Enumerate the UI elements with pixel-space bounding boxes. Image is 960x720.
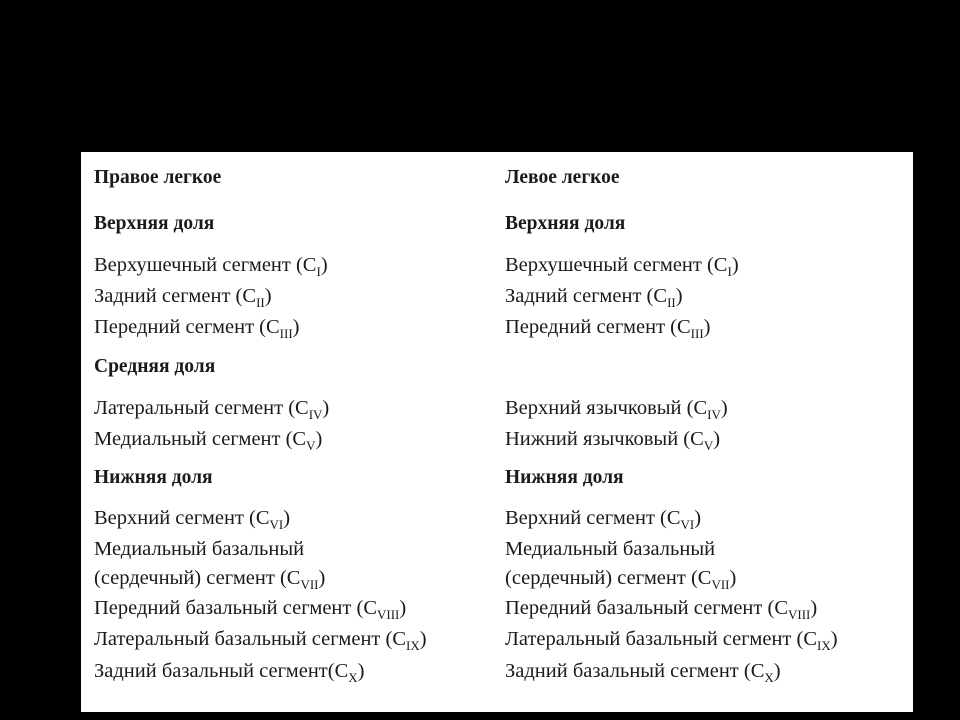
segment-item: Верхушечный сегмент $(C_I)$ — [505, 254, 739, 279]
segment-item: Задний сегмент $(C_{II})$ — [505, 285, 683, 310]
right-upper-lobe-heading: Верхняя доля — [94, 213, 215, 234]
segment-item: Латеральный базальный сегмент $(C_{IX})$ — [505, 628, 838, 653]
segment-item: Верхний сегмент $(C_{VI})$ — [505, 507, 702, 532]
segment-item: Нижний язычковый $(C_V)$ — [505, 428, 721, 453]
segment-item: Верхний сегмент $(C_{VI})$ — [94, 507, 291, 532]
lung-segments-table — [81, 152, 913, 712]
segment-item: Медиальный базальный — [505, 538, 716, 560]
left-upper-lobe-heading: Верхняя доля — [505, 213, 626, 234]
segment-item: Передний базальный сегмент $(C_{VIII})$ — [94, 597, 407, 622]
right-middle-lobe-heading: Средняя доля — [94, 356, 216, 377]
right-lower-lobe-heading: Нижняя доля — [94, 467, 213, 488]
segment-item: Задний базальный сегмент $(C_X)$ — [505, 660, 781, 685]
segment-item: Латеральный сегмент $(C_{IV})$ — [94, 397, 330, 422]
right-lung-title: Правое легкое — [94, 167, 222, 188]
segment-item-continued: (сердечный) сегмент $(C_{VII})$ — [94, 567, 326, 592]
segment-item: Верхний язычковый $(C_{IV})$ — [505, 397, 728, 422]
segment-item: Латеральный базальный сегмент $(C_{IX})$ — [94, 628, 427, 653]
segment-item: Медиальный сегмент $(C_V)$ — [94, 428, 323, 453]
segment-item: Задний сегмент $(C_{II})$ — [94, 285, 272, 310]
left-lower-lobe-heading: Нижняя доля — [505, 467, 624, 488]
segment-item: Передний базальный сегмент $(C_{VIII})$ — [505, 597, 818, 622]
left-lung-title: Левое легкое — [505, 167, 620, 188]
segment-item: Передний сегмент $(C_{III})$ — [94, 316, 300, 341]
segment-item-continued: (сердечный) сегмент $(C_{VII})$ — [505, 567, 737, 592]
segment-item: Задний базальный $сегмент(C_X)$ — [94, 660, 365, 685]
segment-item: Верхушечный сегмент $(C_I)$ — [94, 254, 328, 279]
segment-item: Медиальный базальный — [94, 538, 305, 560]
segment-item: Передний сегмент $(C_{III})$ — [505, 316, 711, 341]
